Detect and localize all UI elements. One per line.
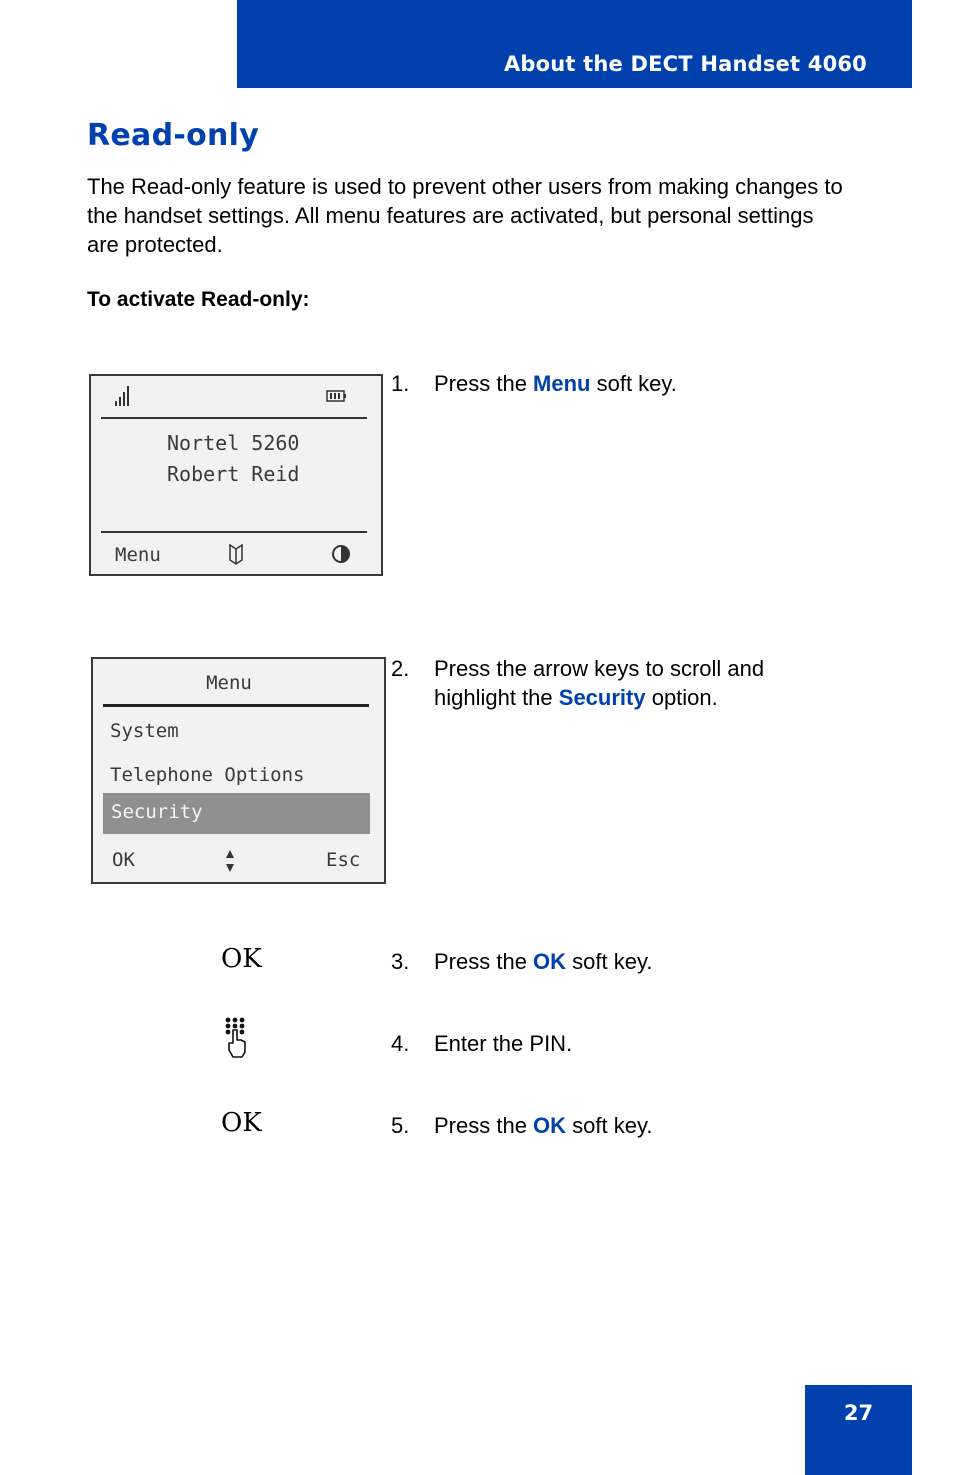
battery-icon	[326, 388, 348, 409]
phonebook-icon	[227, 542, 245, 571]
step-number: 3.	[391, 949, 410, 974]
handset-menu-screen	[91, 657, 386, 884]
softkey-ok[interactable]: OK	[112, 849, 135, 871]
menu-key-label: Menu	[533, 371, 591, 396]
step-text: Press the OK soft key.	[434, 1113, 653, 1138]
menu-title-divider	[103, 704, 369, 707]
ok-key-label: OK	[533, 1113, 567, 1138]
contrast-icon	[330, 542, 352, 571]
step-number: 2.	[391, 656, 410, 681]
procedure-heading: To activate Read-only:	[87, 288, 310, 311]
softkey-menu[interactable]: Menu	[115, 544, 161, 566]
display-line-2: Robert Reid	[167, 462, 300, 486]
signal-strength-icon	[113, 384, 133, 413]
step-text: Press the OK soft key.	[434, 949, 653, 974]
page-number-box	[805, 1385, 912, 1475]
menu-screen-title: Menu	[206, 672, 252, 694]
menu-item-telephone-options[interactable]: Telephone Options	[110, 764, 305, 786]
security-key-label: Security	[558, 685, 646, 710]
step-number: 1.	[391, 371, 410, 396]
page-title: Read-only	[87, 118, 260, 153]
display-line-1: Nortel 5260	[167, 431, 300, 455]
ok-key-label: OK	[533, 949, 567, 974]
header-band	[237, 0, 912, 88]
ok-key-glyph: OK	[221, 944, 262, 974]
menu-item-security-highlight[interactable]	[103, 793, 370, 834]
status-divider	[101, 417, 367, 419]
handset-idle-screen	[89, 374, 383, 576]
intro-paragraph: The Read-only feature is used to prevent other users from making changes to the handset settings. All menu features are activated, but personal settings are protected.	[87, 174, 843, 257]
step-text: Press the Menu soft key.	[434, 371, 677, 396]
keypad-hand-icon	[223, 1016, 251, 1065]
step-number: 4.	[391, 1031, 410, 1056]
ok-key-glyph: OK	[221, 1108, 262, 1138]
step-text: Press the arrow keys to scroll and highlight the Security option.	[434, 656, 765, 710]
scroll-arrows-icon	[224, 848, 236, 879]
step-text: Enter the PIN.	[434, 1031, 573, 1056]
menu-item-system[interactable]: System	[110, 720, 179, 742]
menu-item-security: Security	[111, 801, 203, 823]
step-number: 5.	[391, 1113, 410, 1138]
softkey-esc[interactable]: Esc	[326, 849, 361, 871]
softkey-divider	[101, 531, 367, 533]
header-title: About the DECT Handset 4060	[503, 52, 867, 76]
page-number: 27	[843, 1401, 874, 1425]
